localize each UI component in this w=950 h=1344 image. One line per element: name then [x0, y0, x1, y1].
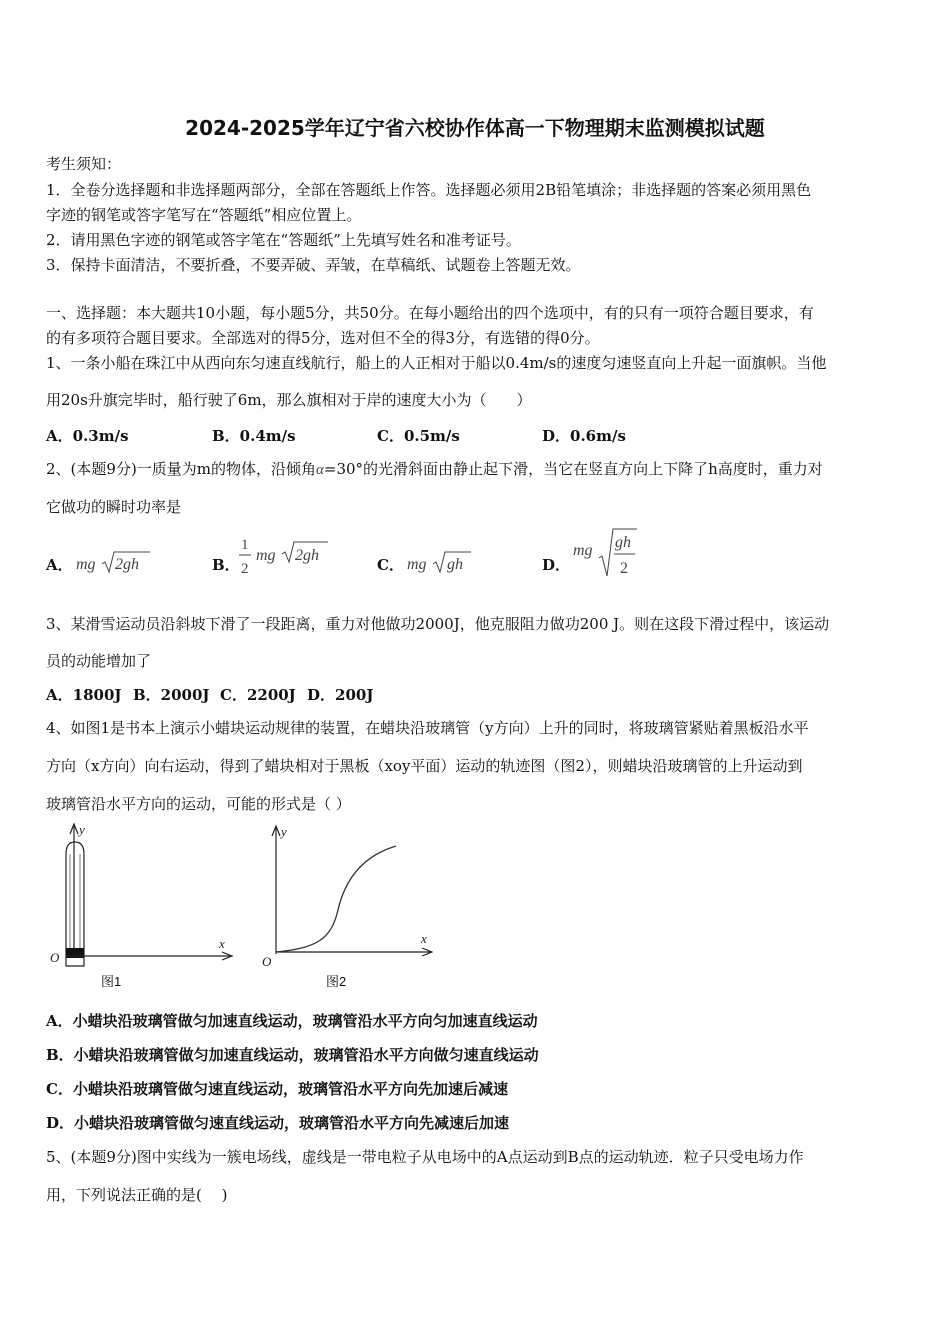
figure-1	[44, 820, 244, 995]
question-5-text: 5、(本题9分)图中实线为一簇电场线，虚线是一带电粒子从电场中的A点运动到B点的运动轨迹．粒子只受电场力作	[46, 1148, 804, 1166]
option-a: A．0.3m/s	[46, 427, 129, 445]
trajectory-curve	[276, 846, 396, 952]
glass-tube	[66, 842, 84, 966]
question-1-text: 用20s升旗完毕时，船行驶了6m，那么旗相对于岸的速度大小为（ ）	[46, 391, 532, 409]
question-2-text-part: =30°的光滑斜面由静止起下滑，当它在竖直方向上下降了h高度时，重力对	[323, 460, 823, 478]
question-2-text	[46, 458, 906, 479]
fraction-denominator: 2	[620, 560, 628, 577]
formula-d	[571, 526, 643, 582]
question-3-text: 3、某滑雪运动员沿斜坡下滑了一段距离，重力对他做功2000J，他克服阻力做功200 J。则在这段下滑过程中，该运动	[46, 615, 830, 633]
origin-label: O	[50, 950, 60, 965]
formula-mg: mg	[573, 542, 593, 559]
notice-item: 1．全卷分选择题和非选择题两部分，全部在答题纸上作答。选择题必须用2B铅笔填涂；非选择题的答案必须用黑色	[46, 181, 812, 199]
formula-radicand: gh	[447, 556, 463, 573]
option-a: A．1800J	[46, 686, 122, 704]
y-label: y	[281, 824, 287, 839]
formula-c	[405, 548, 475, 578]
notice-heading: 考生须知：	[46, 155, 122, 173]
section-intro: 的有多项符合题目要求。全部选对的得5分，选对但不全的得3分，有选错的得0分。	[46, 329, 600, 347]
y-label: y	[79, 822, 85, 837]
figure-1-caption: 图1	[101, 974, 122, 989]
question-4-option-c: C．小蜡块沿玻璃管做匀速直线运动，玻璃管沿水平方向先加速后减速	[46, 1080, 508, 1098]
fraction-numerator: gh	[615, 534, 631, 551]
page-title: 2024-2025学年辽宁省六校协作体高一下物理期末监测模拟试题	[185, 116, 765, 140]
notice-item: 字迹的钢笔或答字笔写在“答题纸”相应位置上。	[46, 206, 362, 224]
notice-item: 3．保持卡面清洁，不要折叠，不要弄破、弄皱，在草稿纸、试题卷上答题无效。	[46, 256, 581, 274]
x-label: x	[421, 931, 427, 946]
figure-2	[256, 820, 446, 995]
option-c: C．	[377, 556, 404, 574]
question-1-text: 1、一条小船在珠江中从西向东匀速直线航行，船上的人正相对于船以0.4m/s的速度匀速竖直向上升起一面旗帜。当他	[46, 354, 827, 372]
formula-a	[74, 548, 154, 578]
question-4-text: 玻璃管沿水平方向的运动，可能的形式是（ ）	[46, 795, 351, 813]
option-d: D．	[542, 556, 571, 574]
x-label: x	[219, 936, 225, 951]
question-4-option-d: D．小蜡块沿玻璃管做匀速直线运动，玻璃管沿水平方向先减速后加速	[46, 1114, 510, 1132]
origin-label: O	[262, 954, 272, 969]
question-3-text: 员的动能增加了	[46, 652, 152, 670]
notice-item: 2．请用黑色字迹的钢笔或答字笔在“答题纸”上先填写姓名和准考证号。	[46, 231, 521, 249]
formula-mg: mg	[76, 556, 96, 573]
question-2-text: 它做功的瞬时功率是	[46, 498, 182, 516]
question-4-option-a: A．小蜡块沿玻璃管做匀加速直线运动，玻璃管沿水平方向匀加速直线运动	[46, 1012, 538, 1030]
fraction-denominator: 2	[241, 561, 249, 577]
question-4-text: 4、如图1是书本上演示小蜡块运动规律的装置，在蜡块沿玻璃管（y方向）上升的同时，将玻璃管紧贴着黑板沿水平	[46, 719, 809, 737]
question-4-option-b: B．小蜡块沿玻璃管做匀加速直线运动，玻璃管沿水平方向做匀速直线运动	[46, 1046, 539, 1064]
option-d: D．0.6m/s	[542, 427, 626, 445]
option-c: C．2200J	[220, 686, 296, 704]
question-4-text: 方向（x方向）向右运动，得到了蜡块相对于黑板（xoy平面）运动的轨迹图（图2），则蜡块沿玻璃管的上升运动到	[46, 757, 803, 775]
formula-radicand: 2gh	[115, 556, 139, 573]
section-intro: 一、选择题：本大题共10小题，每小题5分，共50分。在每小题给出的四个选项中，有的只有一项符合题目要求，有	[46, 304, 814, 322]
question-5-text: 用，下列说法正确的是( )	[46, 1186, 228, 1204]
figure-2-caption: 图2	[326, 974, 347, 989]
question-2-text-part: 2、(本题9分)一质量为m的物体，沿倾角	[46, 460, 317, 478]
option-c: C．0.5m/s	[377, 427, 460, 445]
option-b: B．0.4m/s	[212, 427, 296, 445]
fraction-numerator: 1	[241, 537, 249, 553]
option-b: B．	[212, 556, 240, 574]
alpha-symbol: α	[316, 462, 324, 478]
option-d: D．200J	[307, 686, 374, 704]
formula-mg: mg	[256, 547, 276, 564]
formula-radicand: 2gh	[295, 547, 319, 564]
option-a: A．	[46, 556, 73, 574]
option-b: B．2000J	[133, 686, 210, 704]
formula-b	[236, 532, 336, 582]
formula-mg: mg	[407, 556, 427, 573]
